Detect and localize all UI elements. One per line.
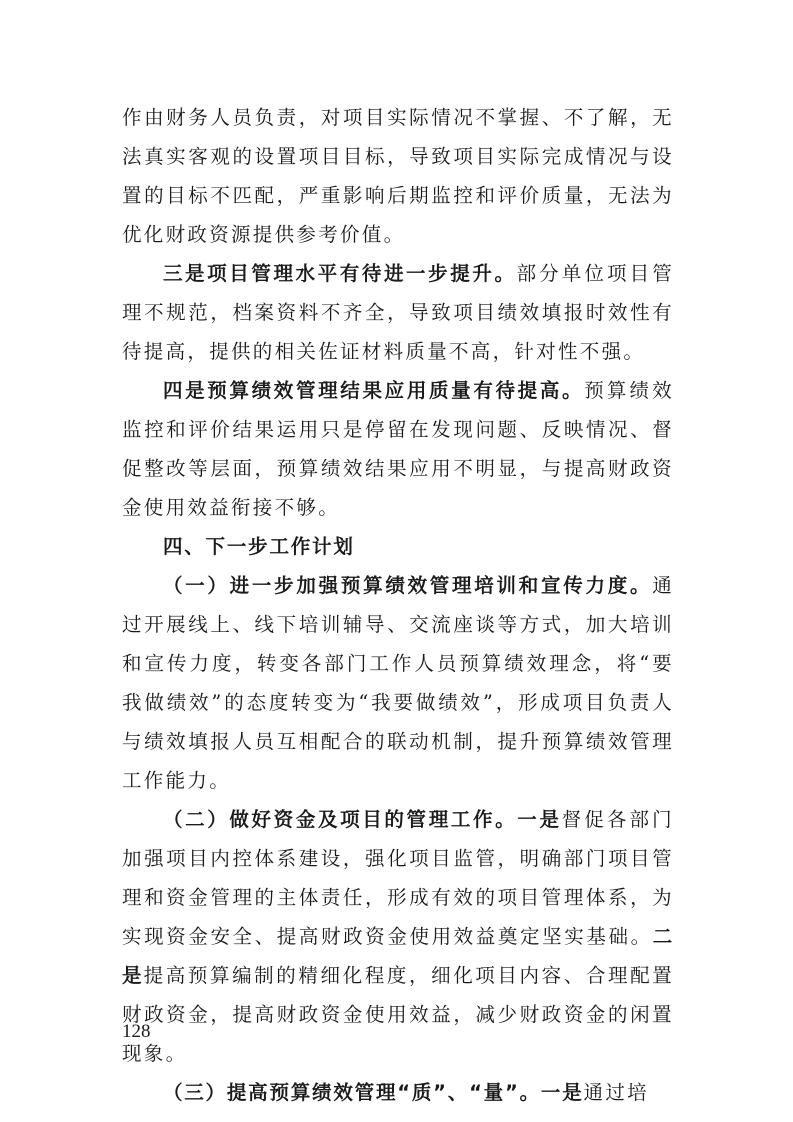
paragraph-management-level	[122, 254, 674, 371]
paragraph-text: 部分单位项目管理不规范，档案资料不齐全，导致项目绩效填报时效性有待提高，提供的相关佐证材料质量不高，针对性不强。	[122, 262, 674, 363]
paragraph-sublead: 一是	[517, 808, 562, 831]
paragraph-fund-project-management	[122, 800, 674, 1073]
page-number: 128	[122, 1021, 151, 1042]
paragraph-training-publicity	[122, 566, 674, 800]
paragraph-continuation	[122, 98, 674, 254]
paragraph-text: 预算绩效监控和评价结果运用只是停留在发现问题、反映情况、督促整改等层面，预算绩效结果应用不明显，与提高财政资金使用效益衔接不够。	[122, 379, 674, 519]
paragraph-text: 督促各部门加强项目内控体系建设，强化项目监管，明确部门项目管理和资金管理的主体责任，形成有效的项目管理体系，为实现资金安全、提高财政资金使用效益奠定坚实基础。	[122, 808, 674, 948]
paragraph-sublead: 二是	[122, 925, 674, 987]
document-body	[122, 98, 674, 1112]
paragraph-sublead: 一是	[540, 1081, 584, 1104]
paragraph-text: 提高预算编制的精细化程度，细化项目内容、合理配置财政资金，提高财政资金使用效益，减少财政资金的闲置现象。	[122, 964, 674, 1065]
paragraph-lead: （三）提高预算绩效管理“质”、“量”。	[162, 1081, 541, 1104]
section-heading: 四、下一步工作计划	[162, 535, 355, 558]
paragraph-quality-quantity	[122, 1073, 674, 1112]
paragraph-text: 作由财务人员负责，对项目实际情况不掌握、不了解，无法真实客观的设置项目目标，导致项目实际完成情况与设置的目标不匹配，严重影响后期监控和评价质量，无法为优化财政资源提供参考价值。	[122, 106, 674, 246]
paragraph-lead: 三是项目管理水平有待进一步提升。	[162, 262, 517, 285]
paragraph-text: 通过开展线上、线下培训辅导、交流座谈等方式，加大培训和宣传力度，转变各部门工作人员预算绩效理念，将“要我做绩效”的态度转变为“我要做绩效”，形成项目负责人与绩效填报人员互相配合的联动机制，提升预算绩效管理工作能力。	[122, 574, 674, 792]
paragraph-lead: （一）进一步加强预算绩效管理培训和宣传力度。	[162, 574, 653, 597]
paragraph-result-application	[122, 371, 674, 527]
paragraph-text: 通过培	[583, 1081, 649, 1104]
paragraph-lead: 四是预算绩效管理结果应用质量有待提高。	[162, 379, 585, 402]
paragraph-lead: （二）做好资金及项目的管理工作。	[162, 808, 518, 831]
